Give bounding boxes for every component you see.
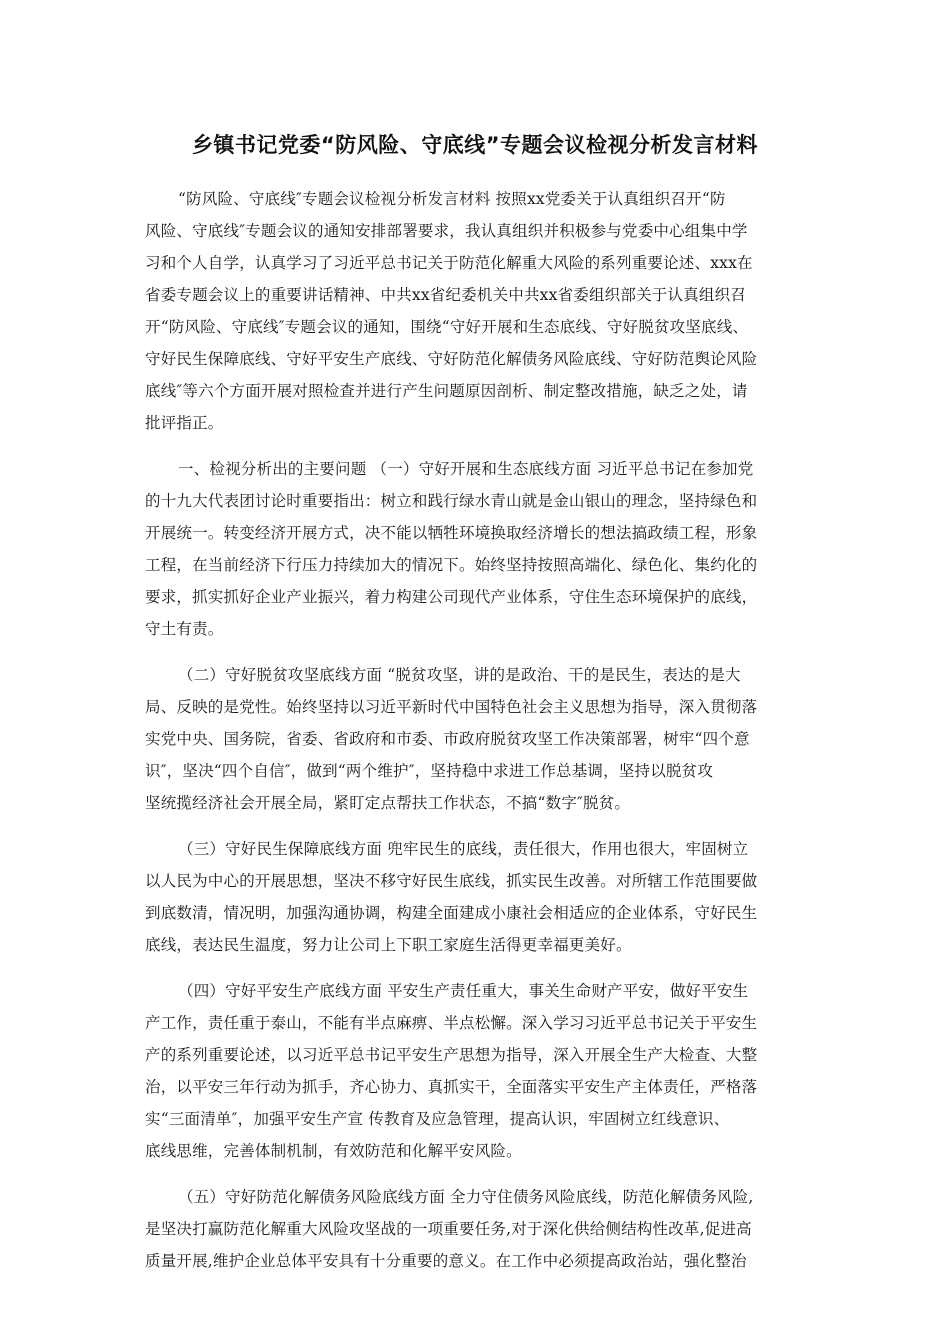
text-line: 的十九大代表团讨论时重要指出：树立和践行绿水青山就是金山银山的理念，坚持绿色和 bbox=[145, 492, 758, 510]
text-line: “防风险、守底线″专题会议检视分析发言材料 按照xx党委关于认真组织召开“防 bbox=[178, 190, 726, 208]
text-line: 治，以平安三年行动为抓手，齐心协力、真抓实干，全面落实平安生产主体责任，严格落 bbox=[145, 1078, 758, 1096]
text-line: 批评指正。 bbox=[145, 414, 224, 432]
text-line: 要求，抓实抓好企业产业振兴，着力构建公司现代产业体系，守住生态环境保护的底线， bbox=[145, 588, 758, 606]
text-line: 质量开展,维护企业总体平安具有十分重要的意义。在工作中必须提高政治站，强化整治 bbox=[145, 1252, 747, 1270]
text-line: 产的系列重要论述，以习近平总书记平安生产思想为指导，深入开展全生产大检查、大整 bbox=[145, 1046, 758, 1064]
text-line: 守好民生保障底线、守好平安生产底线、守好防范化解债务风险底线、守好防范舆论风险 bbox=[145, 350, 758, 368]
text-line: 以人民为中心的开展思想，坚决不移守好民生底线，抓实民生改善。对所辖工作范围要做 bbox=[145, 872, 758, 890]
text-line: 守土有责。 bbox=[145, 620, 224, 638]
text-line: 底线″等六个方面开展对照检查并进行产生问题原因剖析、制定整改措施，缺乏之处，请 bbox=[145, 382, 748, 400]
text-line: 开“防风险、守底线″专题会议的通知，围绕“守好开展和生态底线、守好脱贫攻坚底线、 bbox=[145, 318, 749, 336]
text-line: 识″，坚决“四个自信″，做到“两个维护″，坚持稳中求进工作总基调，坚持以脱贫攻 bbox=[145, 762, 714, 780]
text-line: 开展统一。转变经济开展方式，决不能以牺牲环境换取经济增长的想法搞政绩工程，形象 bbox=[145, 524, 758, 542]
text-line: 底线思维，完善体制机制，有效防范和化解平安风险。 bbox=[145, 1142, 522, 1160]
text-line: 实党中央、国务院，省委、省政府和市委、市政府脱贫攻坚工作决策部署，树牢“四个意 bbox=[145, 730, 750, 748]
text-line: 省委专题会议上的重要讲话精神、中共xx省纪委机关中共xx省委组织部关于认真组织召 bbox=[145, 286, 746, 304]
text-line: 一、检视分析出的主要问题 （一）守好开展和生态底线方面 习近平总书记在参加党 bbox=[178, 460, 754, 478]
text-line: 风险、守底线″专题会议的通知安排部署要求，我认真组织并积极参与党委中心组集中学 bbox=[145, 222, 748, 240]
text-line: 是坚决打赢防范化解重大风险攻坚战的一项重要任务,对于深化供给侧结构性改革,促进高 bbox=[145, 1220, 752, 1238]
text-line: （二）守好脱贫攻坚底线方面 “脱贫攻坚，讲的是政治、干的是民生，表达的是大 bbox=[178, 666, 741, 684]
text-line: 产工作，责任重于泰山，不能有半点麻痹、半点松懈。深入学习习近平总书记关于平安生 bbox=[145, 1014, 758, 1032]
text-line: 局、反映的是党性。始终坚持以习近平新时代中国特色社会主义思想为指导，深入贯彻落 bbox=[145, 698, 758, 716]
text-line: 工程，在当前经济下行压力持续加大的情况下。始终坚持按照高端化、绿色化、集约化的 bbox=[145, 556, 758, 574]
text-line: 实“三面清单″，加强平安生产宣 传教育及应急管理，提高认识，牢固树立红线意识、 bbox=[145, 1110, 730, 1128]
text-line: （四）守好平安生产底线方面 平安生产责任重大，事关生命财产平安，做好平安生 bbox=[178, 982, 749, 1000]
text-line: 底线，表达民生温度，努力让公司上下职工家庭生活得更幸福更美好。 bbox=[145, 936, 632, 954]
text-line: （三）守好民生保障底线方面 兜牢民生的底线，责任很大，作用也很大，牢固树立 bbox=[178, 840, 749, 858]
text-line: 习和个人自学，认真学习了习近平总书记关于防范化解重大风险的系列重要论述、xxx在 bbox=[145, 254, 753, 272]
document-title: 乡镇书记党委“防风险、守底线”专题会议检视分析发言材料 bbox=[191, 133, 759, 157]
text-line: 坚统揽经济社会开展全局，紧盯定点帮扶工作状态，不搞“数字″脱贫。 bbox=[145, 794, 631, 812]
text-line: 到底数清，情况明，加强沟通协调，构建全面建成小康社会相适应的企业体系，守好民生 bbox=[145, 904, 758, 922]
text-line: （五）守好防范化解债务风险底线方面 全力守住债务风险底线，防范化解债务风险, bbox=[178, 1188, 754, 1206]
